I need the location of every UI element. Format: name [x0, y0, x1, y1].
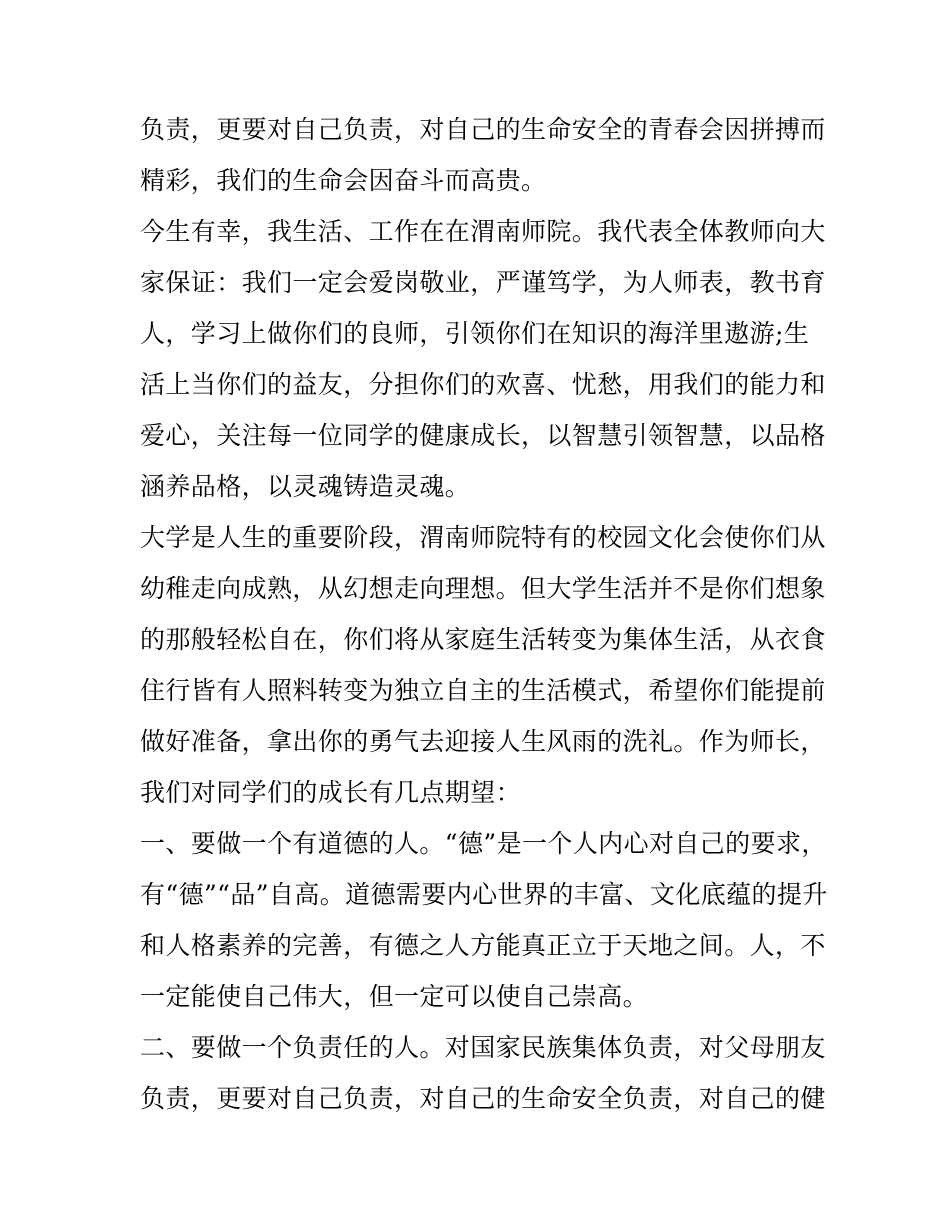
text-line: 的那般轻松自在，你们将从家庭生活转变为集体生活，从衣食 — [140, 625, 826, 654]
paragraph-2 — [140, 206, 826, 512]
text-line: 幼稚走向成熟，从幻想走向理想。但大学生活并不是你们想象 — [140, 574, 826, 603]
text-line: 涵养品格，以灵魂铸造灵魂。 — [140, 472, 471, 501]
paragraph-3 — [140, 512, 826, 818]
text-line: 家保证：我们一定会爱岗敬业，严谨笃学，为人师表，教书育 — [140, 268, 826, 297]
paragraph-1 — [140, 104, 826, 206]
text-line: 一定能使自己伟大，但一定可以使自己崇高。 — [140, 982, 649, 1011]
text-line: 我们对同学们的成长有几点期望： — [140, 778, 522, 807]
text-line: 有“德”“品”自高。道德需要内心世界的丰富、文化底蕴的提升 — [140, 880, 828, 909]
text-line: 二、要做一个负责任的人。对国家民族集体负责，对父母朋友 — [140, 1033, 826, 1062]
text-line: 活上当你们的益友，分担你们的欢喜、忧愁，用我们的能力和 — [140, 370, 826, 399]
text-line: 大学是人生的重要阶段，渭南师院特有的校园文化会使你们从 — [140, 523, 826, 552]
paragraph-4 — [140, 818, 828, 1022]
text-line: 做好准备，拿出你的勇气去迎接人生风雨的洗礼。作为师长， — [140, 727, 826, 756]
text-line: 今生有幸，我生活、工作在在渭南师院。我代表全体教师向大 — [140, 217, 826, 246]
document-body — [140, 104, 828, 1124]
text-line: 精彩，我们的生命会因奋斗而高贵。 — [140, 166, 547, 195]
text-line: 负责，更要对自己负责，对自己的生命安全负责，对自己的健 — [140, 1084, 826, 1113]
text-line: 人，学习上做你们的良师，引领你们在知识的海洋里遨游;生 — [140, 319, 810, 348]
text-line: 住行皆有人照料转变为独立自主的生活模式，希望你们能提前 — [140, 676, 826, 705]
text-line: 和人格素养的完善，有德之人方能真正立于天地之间。人，不 — [140, 931, 826, 960]
paragraph-5 — [140, 1022, 826, 1124]
text-line: 负责，更要对自己负责，对自己的生命安全的青春会因拼搏而 — [140, 115, 826, 144]
text-line: 爱心，关注每一位同学的健康成长，以智慧引领智慧，以品格 — [140, 421, 826, 450]
text-line: 一、要做一个有道德的人。“德”是一个人内心对自己的要求， — [140, 829, 827, 858]
